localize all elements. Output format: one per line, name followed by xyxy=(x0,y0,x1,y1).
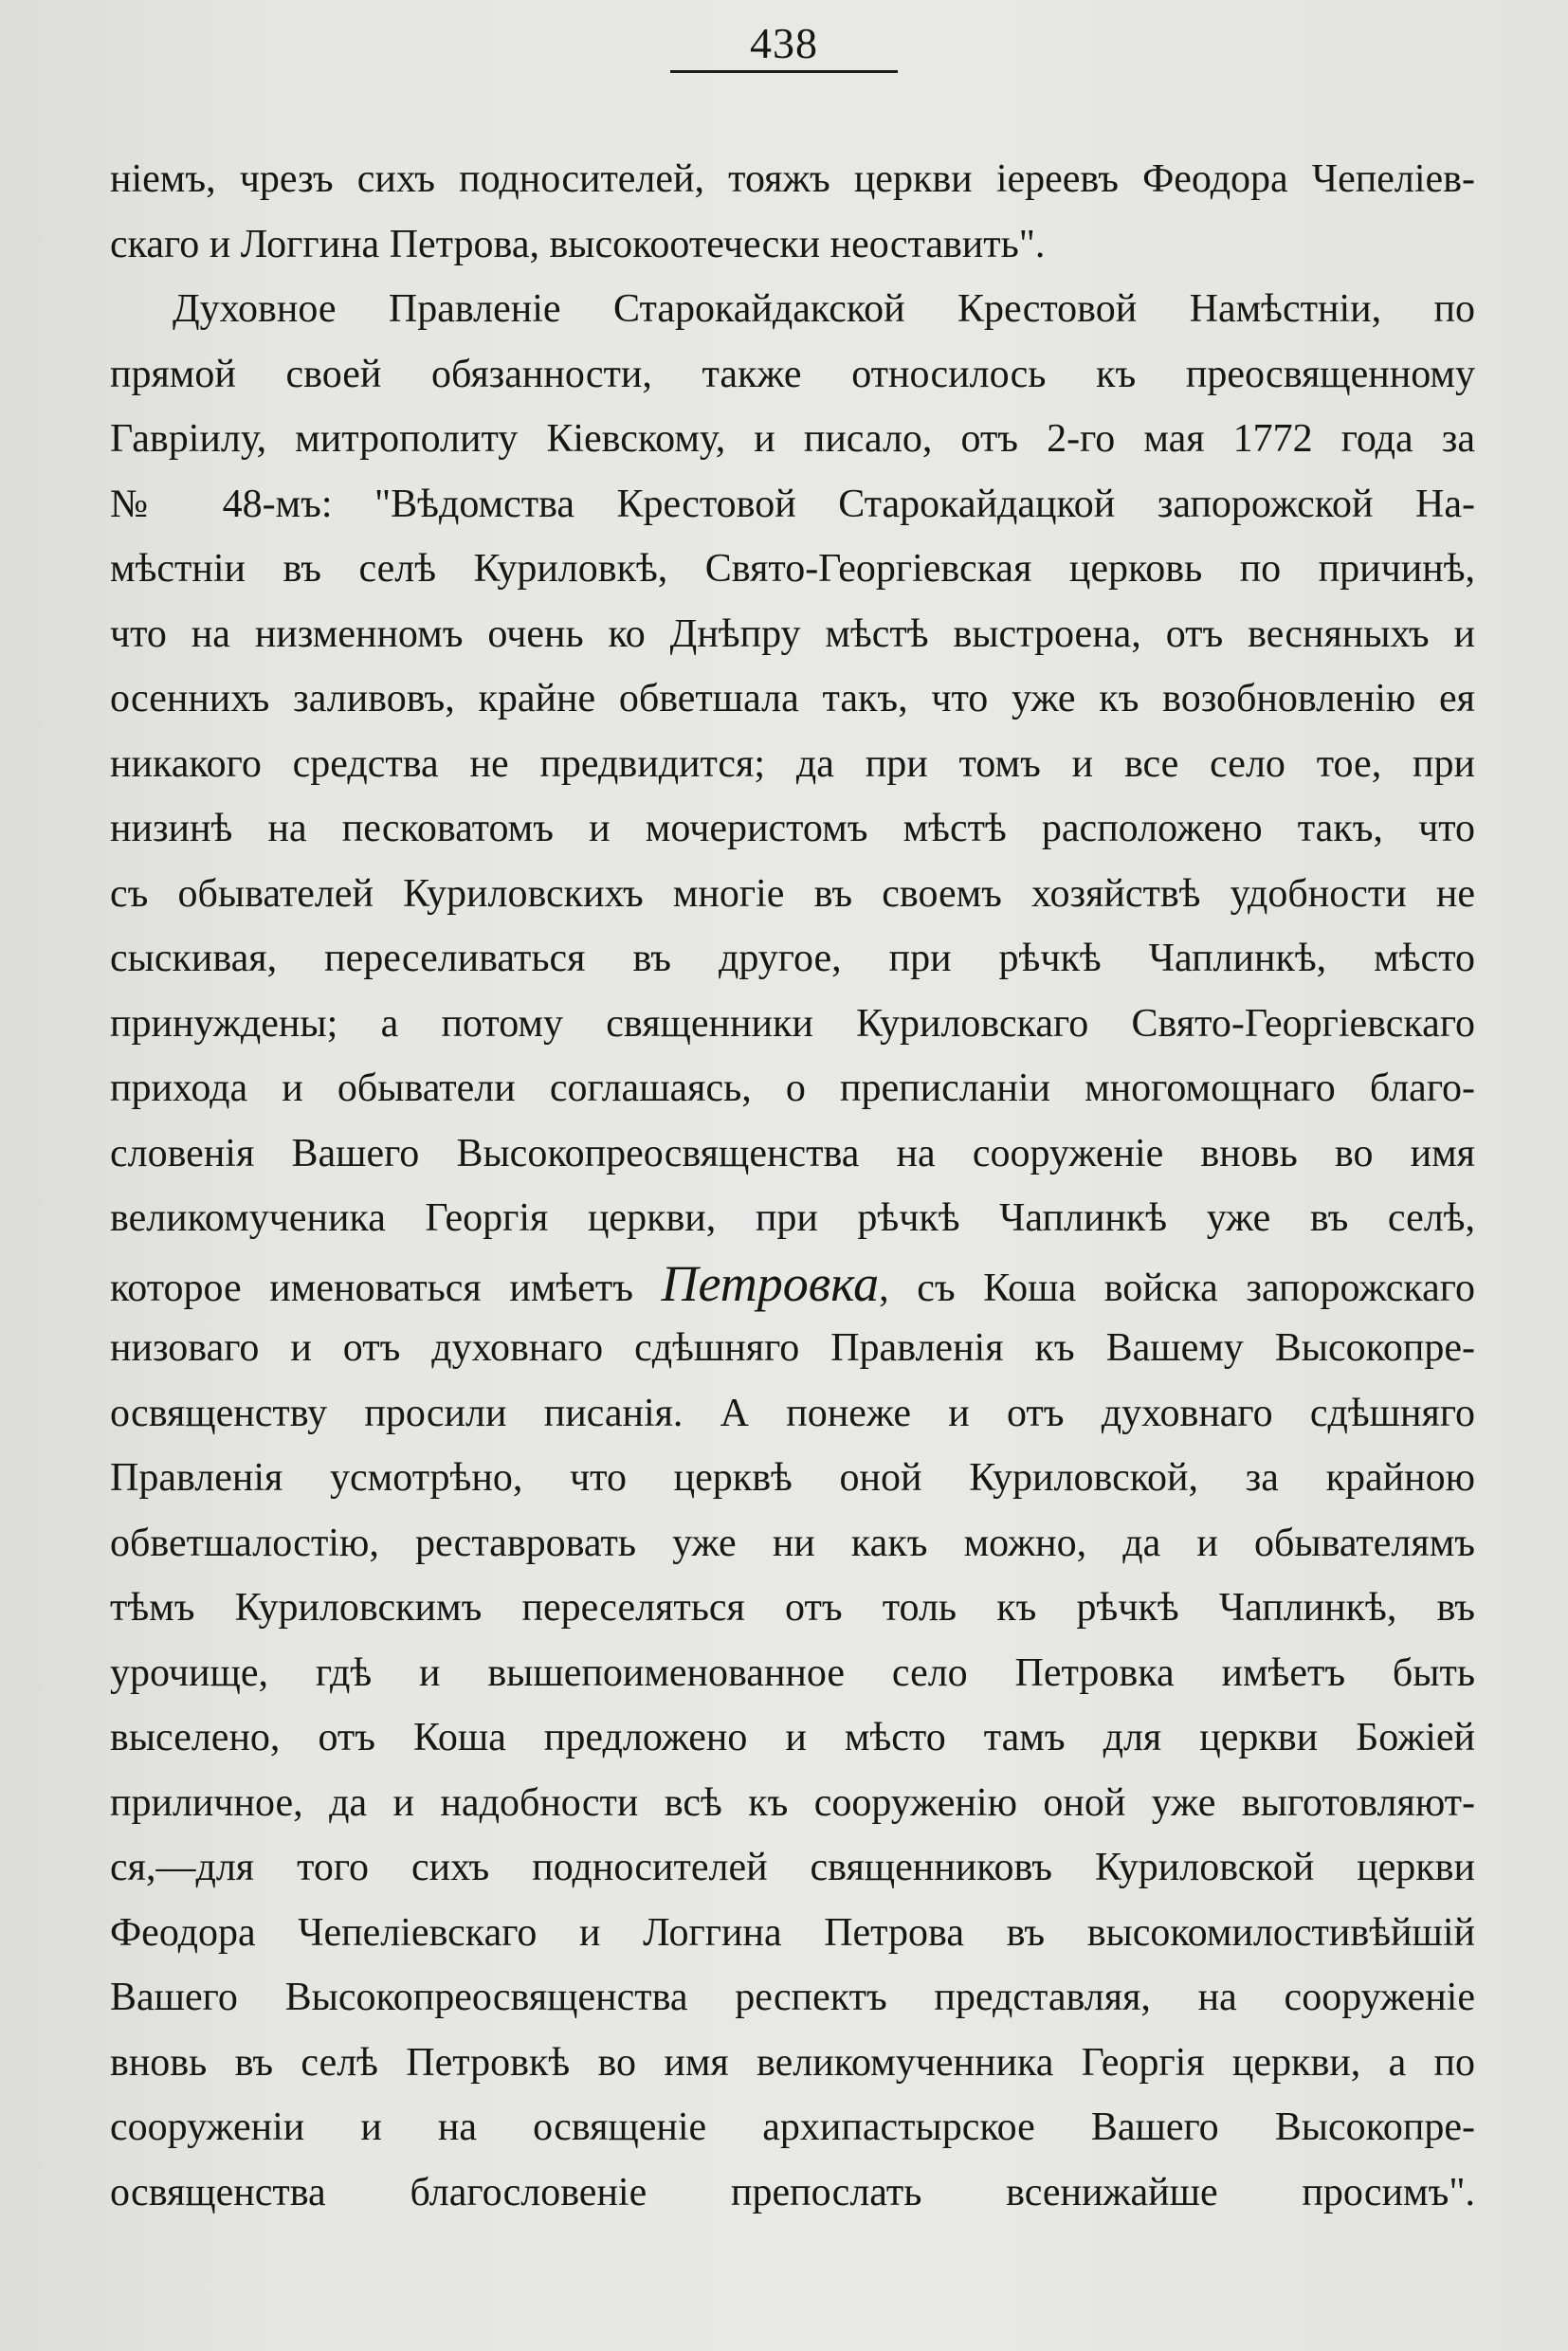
text-line: освященству просили писанія. А понеже и отъ духовнаго сдѣшняго xyxy=(110,1391,1475,1435)
text-line: принуждены; а потому священники Куриловскаго Свято-Георгіевскаго xyxy=(110,1001,1475,1046)
text-line: обветшалостію, реставровать уже ни какъ можно, да и обывателямъ xyxy=(110,1521,1475,1565)
place-name-petrovka: Петровка xyxy=(661,1254,880,1312)
text-line: прихода и обыватели соглашаясь, о преписланіи многомощнаго благо- xyxy=(110,1066,1475,1110)
text-line: урочище, гдѣ и вышепоименованное село Петровка имѣетъ быть xyxy=(110,1650,1475,1695)
text-line-with-place-name xyxy=(110,1251,1475,1317)
text-line: приличное, да и надобности всѣ къ сооруженію оной уже выготовляют- xyxy=(110,1780,1475,1825)
text-line: тѣмъ Куриловскимъ переселяться отъ толь къ рѣчкѣ Чаплинкѣ, въ xyxy=(110,1586,1475,1630)
text-line: Гавріилу, митрополиту Кіевскому, и писало, отъ 2-го мая 1772 года за xyxy=(110,417,1475,461)
text-line: великомученика Георгія церкви, при рѣчкѣ Чаплинкѣ уже въ селѣ, xyxy=(110,1196,1475,1240)
text-line: вновь въ селѣ Петровкѣ во имя великомученника Георгія церкви, а по xyxy=(110,2040,1475,2085)
text-line: низинѣ на песковатомъ и мочеристомъ мѣстѣ расположено такъ, что xyxy=(110,807,1475,850)
text-line: ніемъ, чрезъ сихъ подносителей, тояжъ церкви іереевъ Феодора Чепеліев- xyxy=(110,157,1475,201)
text-line: что на низменномъ очень ко Днѣпру мѣстѣ выстроена, отъ весняныхъ и xyxy=(110,611,1475,656)
text-line: низоваго и отъ духовнаго сдѣшняго Правленія къ Вашему Высокопре- xyxy=(110,1326,1475,1370)
text-fragment: которое именоваться имѣетъ xyxy=(110,1266,662,1310)
text-fragment: , съ Коша войска запорожскаго xyxy=(879,1266,1475,1310)
page-number: 438 xyxy=(750,19,818,67)
text-line: осеннихъ заливовъ, крайне обветшала такъ, что уже къ возобновленію ея xyxy=(110,677,1475,720)
page-number-rule xyxy=(670,70,898,73)
text-line: словенія Вашего Высокопреосвященства на сооруженіе вновь во имя xyxy=(110,1131,1475,1176)
text-line: Феодора Чепеліевскаго и Логгина Петрова въ высокомилостивѣйшій xyxy=(110,1910,1475,1955)
text-line: № 48-мъ: "Вѣдомства Крестовой Старокайдацкой запорожской На- xyxy=(110,482,1475,526)
text-line: Вашего Высокопреосвященства респектъ представляя, на сооруженіе xyxy=(110,1976,1475,2019)
text-line: мѣстніи въ селѣ Куриловкѣ, Свято-Георгіевская церковь по причинѣ, xyxy=(110,547,1475,591)
text-line: сыскивая, переселиваться въ другое, при рѣчкѣ Чаплинкѣ, мѣсто xyxy=(110,937,1475,980)
text-line: съ обывателей Куриловскихъ многіе въ своемъ хозяйствѣ удобности не xyxy=(110,871,1475,916)
text-line: выселено, отъ Коша предложено и мѣсто тамъ для церкви Божіей xyxy=(110,1716,1475,1759)
text-line: ся,—для того сихъ подносителей священниковъ Куриловской церкви xyxy=(110,1846,1475,1889)
text-line: освященства благословеніе препослать всенижайше просимъ". xyxy=(110,2170,1475,2214)
text-line: прямой своей обязанности, также относилось къ преосвященному xyxy=(110,352,1475,396)
text-line: скаго и Логгина Петрова, высокоотечески неоставить". xyxy=(110,222,1046,266)
text-line: Правленія усмотрѣно, что церквѣ оной Куриловской, за крайною xyxy=(110,1456,1475,1500)
page-body-text xyxy=(110,147,1475,2225)
text-line: никакого средства не предвидится; да при томъ и все село тое, при xyxy=(110,741,1475,786)
text-line: сооруженіи и на освященіе архипастырское Вашего Высокопре- xyxy=(110,2105,1475,2149)
text-line: Духовное Правленіе Старокайдакской Крестовой Намѣстніи, по xyxy=(173,287,1475,331)
